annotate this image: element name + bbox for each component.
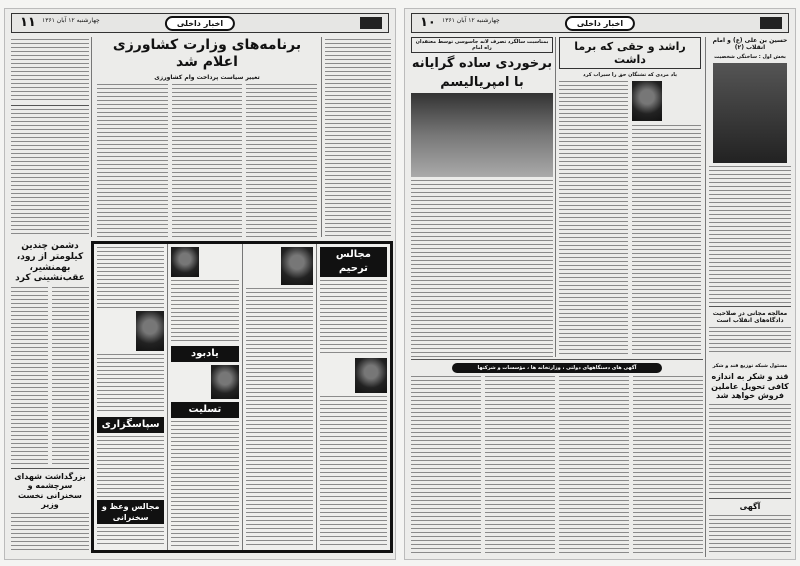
ads-condolence-sessions: مجالس ترحیم	[320, 247, 387, 277]
ad-text	[320, 280, 387, 355]
date: چهارشنبه ۱۲ آبان ۱۳۶۱	[442, 17, 500, 24]
article-text	[709, 404, 791, 496]
ad-text	[97, 247, 164, 308]
center-article	[559, 37, 701, 355]
page-11	[4, 8, 396, 560]
article-text	[411, 376, 481, 555]
logo-icon	[760, 17, 782, 29]
ad-text	[171, 280, 238, 343]
ads-column	[94, 244, 167, 550]
article-text	[633, 376, 703, 555]
article-text	[485, 376, 555, 555]
page-header	[411, 13, 789, 33]
article-text	[97, 84, 168, 237]
bottom-headline: بزرگداشت شهدای سرچشمه و سخنرانی نخست وزیر	[14, 471, 86, 510]
right-column-bottom	[709, 363, 791, 555]
left-column-bottom	[11, 241, 89, 553]
page-number: ۱۱	[20, 15, 36, 30]
article-text	[411, 180, 553, 357]
ads-banner: آگهی های دستگاههای دولتی ، وزارتخانه ها ، مؤسسات و شرکتها	[452, 363, 662, 373]
article-text	[559, 81, 628, 355]
ads-thanks: سپاسگزاری	[97, 417, 164, 433]
section-label: اخبار داخلی	[165, 16, 235, 31]
ads-column	[167, 244, 241, 550]
divider	[11, 468, 89, 469]
right-column-top	[709, 37, 791, 355]
portrait-photo	[211, 365, 239, 399]
sugar-headline: قند و شکر به اندازه کافی تحویل عاملین فروش خواهد شد	[711, 372, 789, 401]
right-box-headline: معالجه مجانی در صلاحیت دادگاه‌های انقلاب است	[712, 309, 788, 324]
article-text	[709, 327, 791, 355]
sub-heading: تغییر سیاست پرداخت وام کشاورزی	[154, 73, 260, 81]
center-sub: یاد مردی که تشنگان حق را سیراب کرد	[583, 72, 677, 79]
ads-condolence: تسلیت	[171, 402, 238, 418]
ad-text	[97, 354, 164, 415]
crowd-photo	[411, 93, 553, 177]
sugar-kicker: مسئول شبکه توزیع قند و شکر	[712, 363, 788, 369]
main-headline-2: با امپریالیسم	[440, 74, 524, 90]
ad-text	[320, 396, 387, 547]
main-headline-1: برخوردی ساده گرایانه	[411, 56, 553, 71]
ad-text	[97, 527, 164, 547]
portrait-photo	[136, 311, 164, 351]
article-text	[52, 287, 89, 464]
right-column-top	[325, 39, 391, 237]
logo-icon	[360, 17, 382, 29]
lead-article	[411, 37, 553, 357]
ad-text	[97, 436, 164, 497]
side-headline: دشمن چندین کیلومتر از رود، بهمنشیر، عقب‌نشینی کرد	[15, 241, 85, 284]
main-headline: برنامه‌های وزارت کشاورزی اعلام شد	[112, 37, 302, 70]
article-text	[246, 84, 317, 237]
divider	[709, 306, 791, 307]
article-text	[709, 166, 791, 302]
ads-memorial: یادبود	[171, 346, 238, 362]
ads-column	[316, 244, 390, 550]
classified-ads-box	[91, 241, 393, 553]
divider	[709, 498, 791, 499]
article-text	[11, 513, 89, 553]
left-column-top	[11, 39, 89, 235]
article-text	[11, 109, 89, 235]
portrait-photo	[632, 81, 662, 121]
page-10	[404, 8, 796, 560]
ad-title: آگهی	[739, 502, 761, 512]
page-number: ۱۰	[420, 15, 436, 30]
date: چهارشنبه ۱۲ آبان ۱۳۶۱	[42, 17, 100, 24]
article-text	[11, 287, 48, 464]
divider	[11, 105, 89, 106]
portrait-photo	[171, 247, 199, 277]
portrait-photo	[281, 247, 313, 285]
page-header	[11, 13, 389, 33]
ad-text	[246, 288, 313, 547]
article-text	[709, 515, 791, 555]
ads-column	[242, 244, 316, 550]
portrait-photo	[355, 358, 387, 393]
kicker: بمناسبت سالگرد تصرف لانه جاسوسی توسط معتقدان راه امام	[411, 37, 553, 53]
article-text	[632, 125, 701, 355]
article-text	[11, 39, 89, 102]
article-text	[172, 84, 243, 237]
ads-section	[411, 363, 703, 555]
main-article	[97, 37, 317, 237]
ads-sermons: مجالس وعظ و سخنرانی	[97, 500, 164, 524]
ad-text	[171, 421, 238, 547]
center-headline: راشد و حقی که برما داشت	[559, 37, 701, 69]
right-headline: حسین بن علی (ع) و امام انقلاب (۲)	[712, 37, 788, 52]
article-text	[325, 39, 391, 237]
calligraphy-image	[713, 63, 787, 163]
article-text	[559, 376, 629, 555]
right-sub: بخش اول : ساختگی شخصیت	[714, 54, 786, 61]
section-label: اخبار داخلی	[565, 16, 635, 31]
